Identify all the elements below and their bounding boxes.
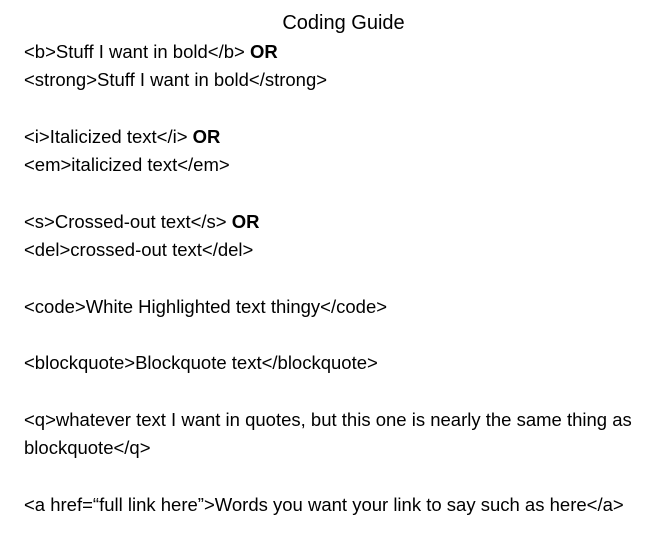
link-tag-paragraph: <a href=“full link here”>Words you want your link to say such as here</a> bbox=[24, 493, 624, 515]
strike-tag-text: <s>Crossed-out text</s> bbox=[24, 210, 232, 232]
italic-tag-line bbox=[24, 123, 653, 151]
spacer bbox=[24, 264, 653, 292]
or-label: OR bbox=[249, 41, 278, 62]
spacer bbox=[24, 378, 653, 406]
bold-tag-text: <b>Stuff I want in bold</b> bbox=[24, 41, 250, 62]
spacer bbox=[24, 462, 653, 490]
or-label: OR bbox=[192, 125, 221, 147]
or-label: OR bbox=[231, 210, 260, 232]
italic-tag-text: <i>Italicized text</i> bbox=[24, 125, 193, 147]
strong-tag-line: <strong>Stuff I want in bold</strong> bbox=[24, 69, 328, 91]
quote-tag-paragraph: <q>whatever text I want in quotes, but this one is nearly the same thing as blockquote</q> bbox=[24, 408, 637, 459]
spacer bbox=[24, 179, 653, 207]
em-tag-line: <em>italicized text</em> bbox=[24, 154, 230, 176]
strike-tag-line bbox=[24, 208, 653, 236]
spacer bbox=[24, 95, 653, 123]
bold-tag-line bbox=[24, 38, 653, 66]
blockquote-tag-line: <blockquote>Blockquote text</blockquote> bbox=[24, 352, 378, 374]
document-title: Coding Guide bbox=[282, 12, 405, 34]
code-tag-line: <code>White Highlighted text thingy</code> bbox=[24, 295, 388, 317]
del-tag-line: <del>crossed-out text</del> bbox=[24, 239, 254, 261]
spacer bbox=[24, 321, 653, 349]
